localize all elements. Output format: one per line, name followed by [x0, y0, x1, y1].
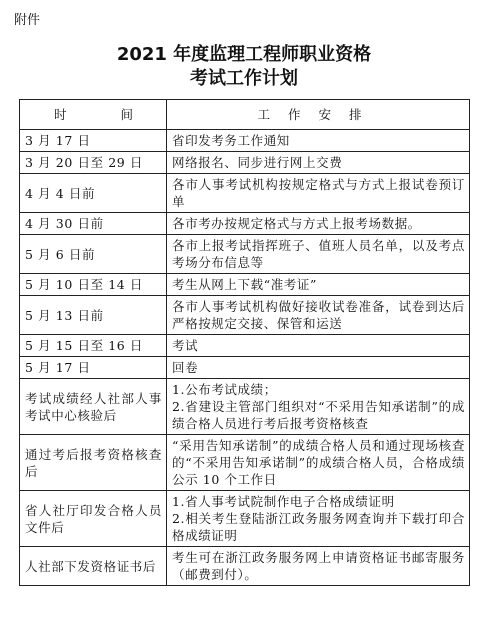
header-work: 工作安排 [167, 100, 470, 130]
table-row [20, 235, 470, 274]
work-cell: 省印发考务工作通知 [167, 130, 470, 152]
table-row [20, 547, 470, 586]
table-row [20, 379, 470, 435]
time-cell: 5 月 10 日至 14 日 [20, 274, 167, 296]
table-row [20, 130, 470, 152]
table-row [20, 335, 470, 357]
time-cell: 4 月 30 日前 [20, 213, 167, 235]
time-cell: 人社部下发资格证书后 [20, 547, 167, 586]
work-cell [167, 491, 470, 547]
work-cell: 各市人事考试机构按规定格式与方式上报试卷预订单 [167, 174, 470, 213]
time-cell: 5 月 13 日前 [20, 296, 167, 335]
time-cell: 5 月 17 日 [20, 357, 167, 379]
table-row [20, 491, 470, 547]
table-row [20, 435, 470, 491]
time-cell: 3 月 20 日至 29 日 [20, 152, 167, 174]
header-time: 时 间 [20, 100, 167, 130]
table-row [20, 213, 470, 235]
attachment-label: 附件 [14, 13, 41, 28]
time-cell: 4 月 4 日前 [20, 174, 167, 213]
work-item: 2.相关考生登陆浙江政务服务网查询并下载打印合格成绩证明 [172, 511, 465, 543]
time-cell: 通过考后报考资格核查后 [20, 435, 167, 491]
time-cell: 5 月 6 日前 [20, 235, 167, 274]
time-cell: 省人社厅印发合格人员文件后 [20, 491, 167, 547]
work-cell: 各市上报考试指挥班子、值班人员名单，以及考点考场分布信息等 [167, 235, 470, 274]
table-row [20, 152, 470, 174]
work-cell: “采用告知承诺制”的成绩合格人员和通过现场核查的“不采用告知承诺制”的成绩合格人员，合格成绩公示 10 个工作日 [167, 435, 470, 491]
work-cell: 考生从网上下载“准考证” [167, 274, 470, 296]
work-cell: 各市人事考试机构做好接收试卷准备，试卷到达后严格按规定交接、保管和运送 [167, 296, 470, 335]
work-item: 1.省人事考试院制作电子合格成绩证明 [172, 494, 395, 509]
work-cell: 考生可在浙江政务服务网上申请资格证书邮寄服务（邮费到付）。 [167, 547, 470, 586]
work-item: 2.省建设主管部门组织对“不采用告知承诺制”的成绩合格人员进行考后报考资格核查 [172, 399, 465, 431]
time-cell: 考试成绩经人社部人事考试中心核验后 [20, 379, 167, 435]
table-row [20, 357, 470, 379]
work-cell: 网络报名、同步进行网上交费 [167, 152, 470, 174]
work-item: 1.公布考试成绩； [172, 382, 277, 397]
work-cell: 回卷 [167, 357, 470, 379]
table-row [20, 274, 470, 296]
schedule-table [19, 99, 470, 586]
document-subtitle: 考试工作计划 [190, 68, 298, 89]
work-cell [167, 379, 470, 435]
document-title: 2021 年度监理工程师职业资格 [116, 44, 372, 65]
time-cell: 3 月 17 日 [20, 130, 167, 152]
table-row [20, 174, 470, 213]
table-header-row [20, 100, 470, 130]
table-row [20, 296, 470, 335]
time-cell: 5 月 15 日至 16 日 [20, 335, 167, 357]
work-cell: 考试 [167, 335, 470, 357]
work-cell: 各市考办按规定格式与方式上报考场数据。 [167, 213, 470, 235]
